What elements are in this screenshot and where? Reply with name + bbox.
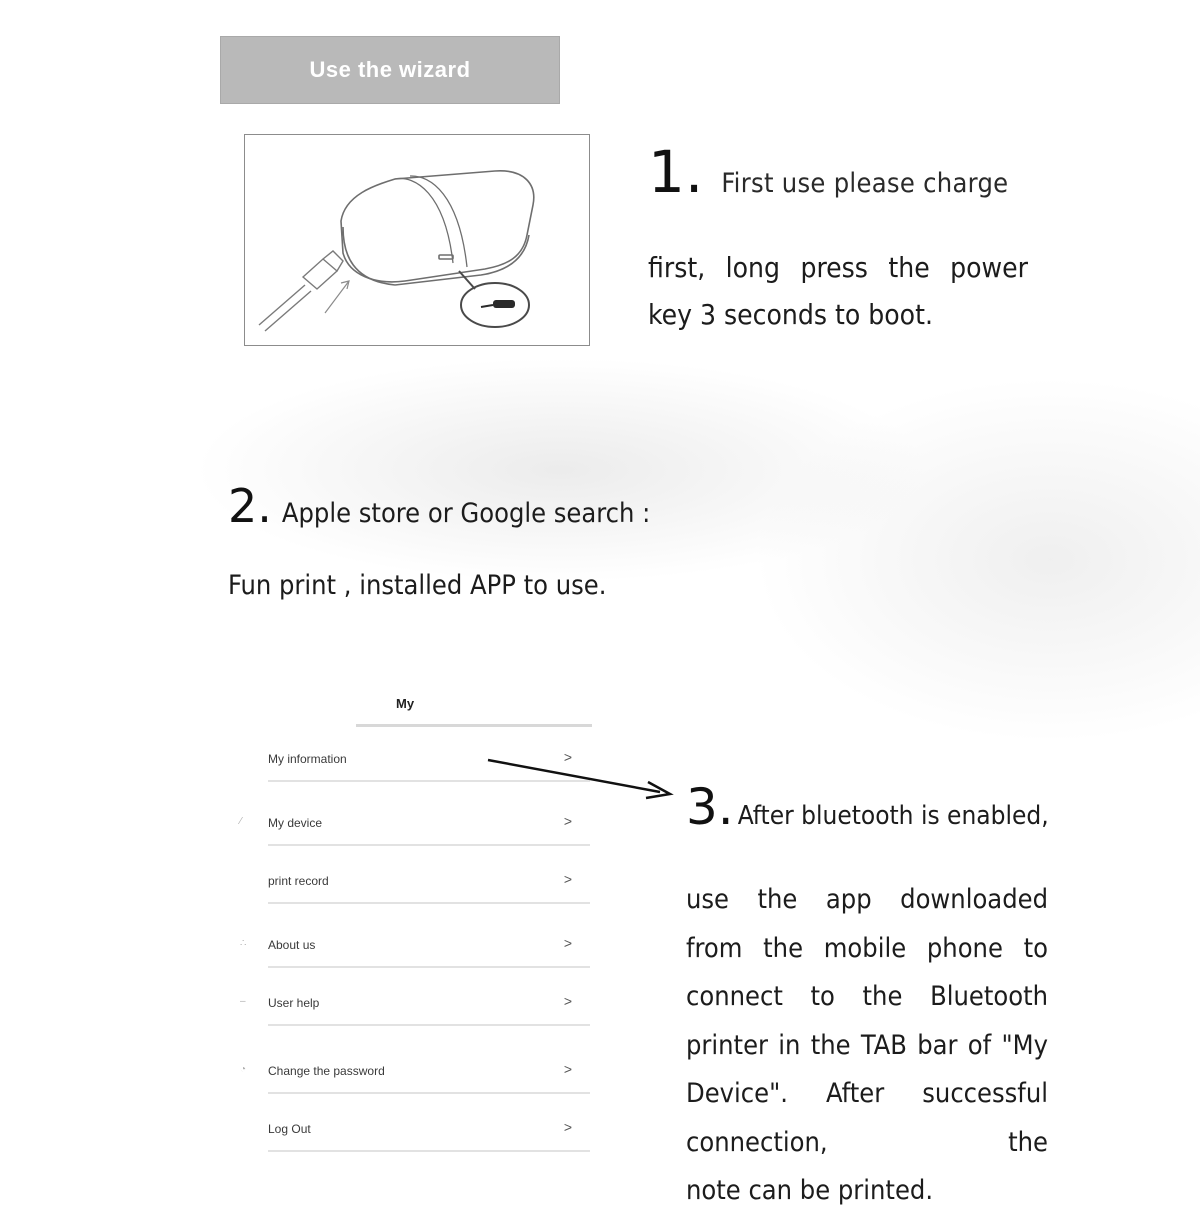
- app-menu-header-divider: [356, 724, 592, 727]
- step-3-number: 3.: [686, 778, 734, 836]
- menu-divider: [268, 844, 590, 846]
- step-1: [648, 140, 1038, 338]
- menu-divider: [268, 902, 590, 904]
- menu-item-user-help[interactable]: [236, 993, 592, 1056]
- chevron-right-icon: >: [563, 935, 572, 951]
- menu-item-label: print record: [268, 874, 329, 888]
- menu-divider: [268, 966, 590, 968]
- wizard-banner: [220, 36, 560, 104]
- step-2: [228, 476, 788, 601]
- step-3: [686, 776, 1048, 1216]
- step-1-body: first, long press the power key 3 seconds to boot.: [648, 251, 1028, 331]
- step-3-lead: After bluetooth is enabled,: [737, 801, 1049, 831]
- step-2-number: 2.: [228, 479, 272, 533]
- menu-item-log-out[interactable]: [236, 1119, 592, 1182]
- menu-item-about-us[interactable]: [236, 935, 592, 998]
- device-icon: ⁄: [240, 816, 242, 827]
- info-icon: ∴: [240, 938, 247, 949]
- step-1-lead: First use please charge: [721, 168, 1009, 199]
- menu-item-label: User help: [268, 996, 320, 1010]
- menu-item-my-device[interactable]: [236, 813, 592, 876]
- step-1-number: 1.: [648, 138, 704, 206]
- menu-item-label: My device: [268, 816, 323, 830]
- app-menu-title: My: [396, 696, 415, 711]
- wizard-banner-label: Use the wizard: [309, 57, 471, 82]
- help-icon: –: [240, 996, 246, 1007]
- printer-charging-illustration: [245, 135, 589, 345]
- menu-item-change-password[interactable]: [236, 1061, 592, 1124]
- step-2-lead: Apple store or Google search :: [281, 498, 651, 529]
- menu-item-label: About us: [268, 938, 316, 952]
- chevron-right-icon: >: [563, 993, 572, 1009]
- chevron-right-icon: >: [563, 1061, 572, 1077]
- menu-divider: [268, 1024, 590, 1026]
- chevron-right-icon: >: [563, 749, 572, 765]
- menu-item-print-record[interactable]: [236, 871, 592, 934]
- step-3-body-last: note can be printed.: [686, 1175, 934, 1206]
- chevron-right-icon: >: [563, 871, 572, 887]
- lock-icon: ◔: [240, 1064, 247, 1075]
- chevron-right-icon: >: [563, 1119, 572, 1135]
- arrow-pointer-icon: [480, 752, 680, 802]
- step-2-body: Fun print , installed APP to use.: [228, 570, 607, 601]
- chevron-right-icon: >: [563, 813, 572, 829]
- step-3-body-main: use the app downloaded from the mobile phone to connect to the Bluetooth printer in the TAB bar of "My Device". After successful connection, the: [686, 884, 1048, 1158]
- step-3-body: [686, 876, 1048, 1216]
- menu-item-label: Log Out: [268, 1122, 311, 1136]
- menu-divider: [268, 1092, 590, 1094]
- menu-item-label: My information: [268, 752, 347, 766]
- menu-item-label: Change the password: [268, 1064, 385, 1078]
- menu-divider: [268, 1150, 590, 1152]
- device-illustration: [244, 134, 590, 346]
